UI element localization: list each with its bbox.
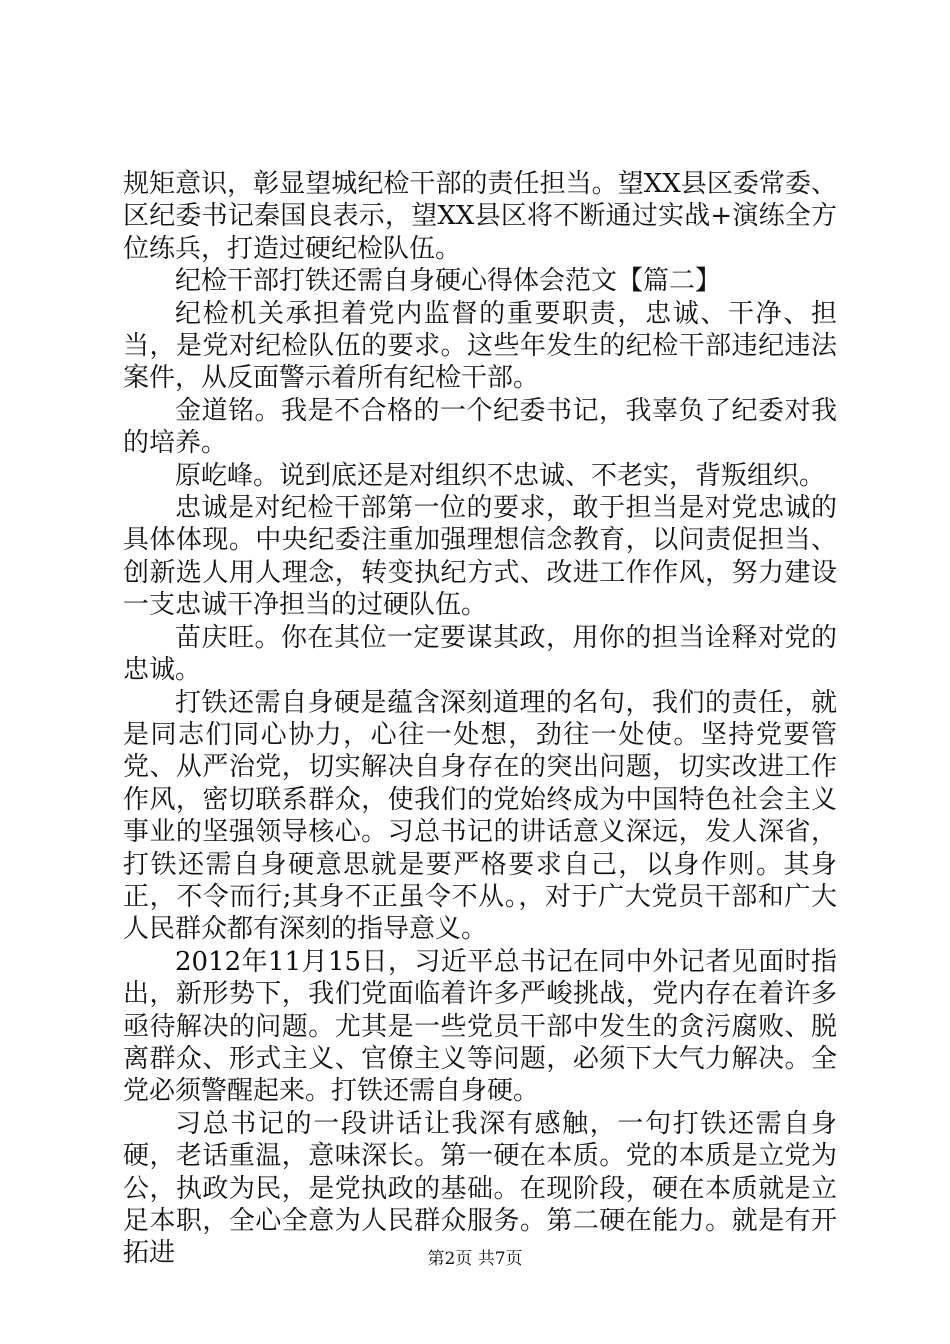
paragraph: 金道铭。我是不合格的一个纪委书记，我辜负了纪委对我的培养。 [123,395,837,459]
paragraph: 打铁还需自身硬是蕴含深刻道理的名句，我们的责任，就是同志们同心协力，心往一处想，劲往一处使。坚持党要管党、从严治党，切实解决自身存在的突出问题，切实改进工作作风，密切联系群众，使我们的党始终成为中国特色社会主义事业的坚强领导核心。习总书记的讲话意义深远，发人深省，打铁还需自身硬意思就是要严格要求自己，以身作则。其身正，不令而行;其身不正虽令不从。，对于广大党员干部和广大人民群众都有深刻的指导意义。 [123,687,837,945]
paragraph: 习总书记的一段讲话让我深有感触，一句打铁还需自身硬，老话重温，意味深长。第一硬在本质。党的本质是立党为公，执政为民，是党执政的基础。在现阶段，硬在本质就是立足本职，全心全意为人民群众服务。第二硬在能力。就是有开拓进 [123,1108,837,1269]
paragraph: 苗庆旺。你在其位一定要谋其政，用你的担当诠释对党的忠诚。 [123,622,837,686]
paragraph: 纪检机关承担着党内监督的重要职责，忠诚、干净、担当，是党对纪检队伍的要求。这些年发生的纪检干部违纪违法案件，从反面警示着所有纪检干部。 [123,298,837,394]
paragraph: 2012年11月15日，习近平总书记在同中外记者见面时指出，新形势下，我们党面临着许多严峻挑战，党内存在着许多亟待解决的问题。尤其是一些党员干部中发生的贪污腐败、脱离群众、形式主义、官僚主义等问题，必须下大气力解决。全党必须警醒起来。打铁还需自身硬。 [123,946,837,1107]
document-body [123,168,837,1270]
page-number-footer: 第2页 共7页 [427,1249,523,1269]
paragraph-continuation: 规矩意识，彰显望城纪检干部的责任担当。望XX县区委常委、区纪委书记秦国良表示，望XX县区将不断通过实战+演练全方位练兵，打造过硬纪检队伍。 [123,169,837,264]
paragraph: 忠诚是对纪检干部第一位的要求，敢于担当是对党忠诚的具体体现。中央纪委注重加强理想信念教育，以问责促担当、创新选人用人理念，转变执纪方式、改进工作作风，努力建设一支忠诚干净担当的过硬队伍。 [123,493,837,621]
section-heading: 纪检干部打铁还需自身硬心得体会范文【篇二】 [175,266,722,297]
paragraph: 原屹峰。说到底还是对组织不忠诚、不老实，背叛组织。 [175,460,826,491]
